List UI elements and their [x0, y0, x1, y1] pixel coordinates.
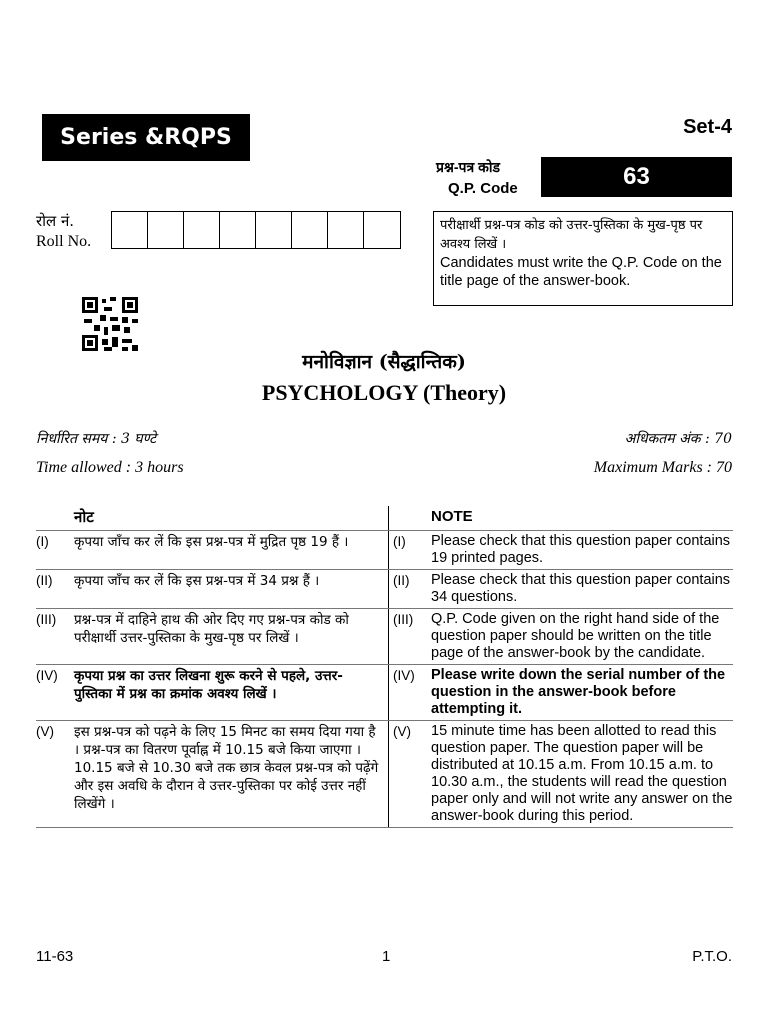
paper-code-footer: 11-63	[36, 948, 74, 965]
subject-title-hindi: मनोविज्ञान (सैद्धान्तिक)	[302, 351, 466, 373]
set-label: Set-4	[683, 116, 732, 138]
series-label: Series &RQPS	[42, 114, 250, 161]
notes-header: NOTE	[431, 506, 733, 531]
note-text-hindi: कृपया प्रश्न का उत्तर लिखना शुरू करने से पहले, उत्तर-पुस्तिका में प्रश्न का क्रमांक अवश्य लिखें ।	[74, 665, 389, 721]
note-number: (I)	[36, 531, 74, 570]
roll-number-label-hindi: रोल नं.	[36, 212, 75, 230]
roll-digit-box[interactable]	[328, 212, 364, 248]
qp-code-label: Q.P. Code	[448, 180, 518, 197]
qp-code-instruction-box	[433, 211, 733, 306]
note-row	[36, 609, 733, 665]
note-row	[36, 570, 733, 609]
roll-number-boxes[interactable]	[111, 211, 401, 249]
notes-header-row	[36, 506, 733, 531]
note-text: Please check that this question paper contains 34 questions.	[431, 570, 733, 609]
note-text-hindi: प्रश्न-पत्र में दाहिने हाथ की ओर दिए गए प्रश्न-पत्र कोड को परीक्षार्थी उत्तर-पुस्तिका के मुख-पृष्ठ पर लिखें ।	[74, 609, 389, 665]
note-text: Please check that this question paper contains 19 printed pages.	[431, 531, 733, 570]
roll-number-label: Roll No.	[36, 233, 92, 250]
qp-code-value: 63	[541, 157, 732, 197]
instruction-hindi: परीक्षार्थी प्रश्न-पत्र कोड को उत्तर-पुस्तिका के मुख-पृष्ठ पर अवश्य लिखें ।	[440, 218, 703, 252]
notes-table	[36, 506, 733, 828]
pto-label: P.T.O.	[692, 948, 732, 965]
note-row	[36, 721, 733, 828]
instruction-english: Candidates must write the Q.P. Code on the title page of the answer-book.	[440, 255, 722, 289]
note-number: (I)	[389, 531, 432, 570]
note-number: (IV)	[36, 665, 74, 721]
note-number: (II)	[389, 570, 432, 609]
note-number: (IV)	[389, 665, 432, 721]
note-number: (V)	[389, 721, 432, 828]
note-text: Please write down the serial number of the question in the answer-book before attempting it.	[431, 665, 733, 721]
maximum-marks-hindi: अधिकतम अंक : 70	[624, 431, 732, 447]
notes-header-hindi: नोट	[74, 506, 389, 531]
maximum-marks: Maximum Marks : 70	[593, 459, 732, 476]
note-text: Q.P. Code given on the right hand side of the question paper should be written on the title page of the answer-book by the candidate.	[431, 609, 733, 665]
note-text-hindi: कृपया जाँच कर लें कि इस प्रश्न-पत्र में 34 प्रश्न हैं ।	[74, 570, 389, 609]
roll-digit-box[interactable]	[148, 212, 184, 248]
page-number: 1	[382, 948, 391, 965]
time-allowed: Time allowed : 3 hours	[36, 459, 184, 476]
note-text-hindi: इस प्रश्न-पत्र को पढ़ने के लिए 15 मिनट का समय दिया गया है । प्रश्न-पत्र का वितरण पूर्वाह्न में 10.15 बजे किया जाएगा । 10.15 बजे से 10.30 बजे तक छात्र केवल प्रश्न-पत्र को पढ़ेंगे और इस अवधि के दौरान वे उत्तर-पुस्तिका पर कोई उत्तर नहीं लिखेंगे ।	[74, 721, 389, 828]
note-row	[36, 665, 733, 721]
roll-digit-box[interactable]	[220, 212, 256, 248]
note-number: (III)	[389, 609, 432, 665]
time-allowed-hindi: निर्धारित समय : 3 घण्टे	[36, 431, 157, 447]
note-text: 15 minute time has been allotted to read this question paper. The question paper will be distributed at 10.15 a.m. From 10.15 a.m. to 10.30 a.m., the students will read the question paper only and will not write any answer on the answer-book during this period.	[431, 721, 733, 828]
note-row	[36, 531, 733, 570]
note-number: (III)	[36, 609, 74, 665]
note-number: (V)	[36, 721, 74, 828]
qr-code-icon	[82, 297, 138, 351]
roll-digit-box[interactable]	[364, 212, 400, 248]
note-text-hindi: कृपया जाँच कर लें कि इस प्रश्न-पत्र में मुद्रित पृष्ठ 19 हैं ।	[74, 531, 389, 570]
note-number: (II)	[36, 570, 74, 609]
roll-digit-box[interactable]	[184, 212, 220, 248]
roll-digit-box[interactable]	[292, 212, 328, 248]
roll-digit-box[interactable]	[112, 212, 148, 248]
roll-digit-box[interactable]	[256, 212, 292, 248]
qp-code-label-hindi: प्रश्न-पत्र कोड	[436, 159, 500, 175]
subject-title: PSYCHOLOGY (Theory)	[261, 380, 507, 405]
